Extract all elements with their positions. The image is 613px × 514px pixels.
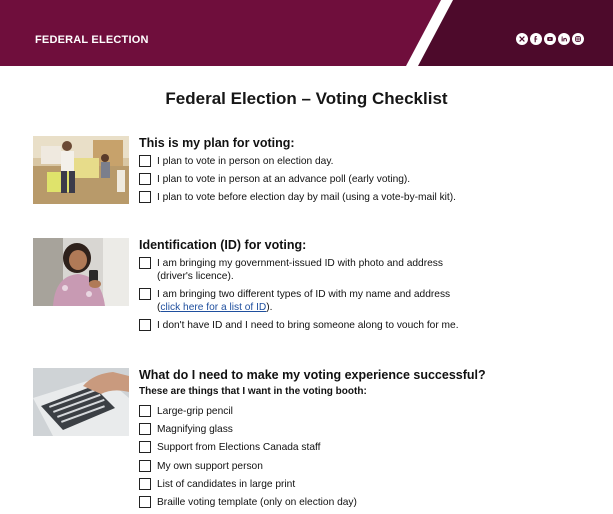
- checklist-item-line: (driver's licence).: [157, 271, 234, 282]
- checkbox[interactable]: [139, 319, 151, 331]
- header-banner: [0, 0, 613, 66]
- facebook-icon[interactable]: [530, 33, 542, 45]
- section-content: [139, 368, 589, 514]
- x-icon[interactable]: [516, 33, 528, 45]
- section-heading: What do I need to make my voting experience successful?: [139, 368, 486, 382]
- checklist-item-label: Braille voting template (only on election day): [157, 496, 357, 508]
- section-heading: This is my plan for voting:: [139, 136, 295, 150]
- checklist-item-label: [157, 257, 443, 283]
- checklist-item-label: I don't have ID and I need to bring someone along to vouch for me.: [157, 320, 459, 332]
- linkedin-icon[interactable]: [558, 33, 570, 45]
- section-content: [139, 136, 589, 210]
- section-heading: Identification (ID) for voting:: [139, 238, 307, 252]
- section-subheading: These are things that I want in the voting booth:: [139, 386, 367, 397]
- checklist-item: [139, 191, 589, 204]
- checklist-item: [139, 288, 589, 314]
- page-title: Federal Election – Voting Checklist: [165, 89, 448, 108]
- checkbox[interactable]: [139, 478, 151, 490]
- woman-with-phone-photo: [33, 238, 129, 306]
- checklist-item: [139, 423, 589, 436]
- paren-open: (: [157, 302, 161, 314]
- checklist-item-label: I plan to vote before election day by mail (using a vote-by-mail kit).: [157, 192, 456, 204]
- checklist-item-label: Large-grip pencil: [157, 406, 233, 417]
- checkbox[interactable]: [139, 257, 151, 269]
- checkbox[interactable]: [139, 441, 151, 453]
- youtube-icon[interactable]: [544, 33, 556, 45]
- checkbox[interactable]: [139, 405, 151, 417]
- checklist-item-line: I am bringing my government-issued ID with photo and address: [157, 258, 443, 269]
- id-list-link[interactable]: click here for a list of ID: [160, 302, 267, 314]
- checkbox[interactable]: [139, 423, 151, 435]
- checklist-item: [139, 155, 589, 168]
- banner-title: FEDERAL ELECTION: [35, 34, 149, 46]
- braille-template-photo: [33, 368, 129, 436]
- section-content: [139, 238, 589, 338]
- paren-close: ).: [266, 302, 273, 314]
- checklist: [139, 155, 589, 204]
- checkbox[interactable]: [139, 155, 151, 167]
- checklist-item: [139, 496, 589, 509]
- checklist-item-label: I plan to vote in person at an advance poll (early voting).: [157, 174, 411, 186]
- checkbox[interactable]: [139, 191, 151, 203]
- checklist-item: [139, 460, 589, 473]
- checklist-item-label: I plan to vote in person on election day.: [157, 156, 334, 167]
- checkbox[interactable]: [139, 173, 151, 185]
- checklist-item: [139, 441, 589, 454]
- voting-booth-photo: [33, 136, 129, 204]
- checklist-item: [139, 257, 589, 283]
- checkbox[interactable]: [139, 288, 151, 300]
- checkbox[interactable]: [139, 460, 151, 472]
- checkbox[interactable]: [139, 496, 151, 508]
- social-links: [516, 33, 584, 45]
- checklist-item-label: List of candidates in large print: [157, 478, 296, 490]
- checklist-item-line: I am bringing two different types of ID with my name and address: [157, 289, 451, 301]
- checklist-item-label: My own support person: [157, 460, 263, 472]
- checklist: [139, 405, 589, 509]
- checklist-item: [139, 319, 589, 332]
- checklist-item: [139, 173, 589, 186]
- checklist: [139, 257, 589, 332]
- checklist-item-label: [157, 288, 450, 314]
- instagram-icon[interactable]: [572, 33, 584, 45]
- checklist-item: [139, 478, 589, 491]
- checklist-item: [139, 405, 589, 418]
- checklist-item-label: Support from Elections Canada staff: [157, 442, 321, 454]
- checklist-item-label: Magnifying glass: [157, 424, 233, 436]
